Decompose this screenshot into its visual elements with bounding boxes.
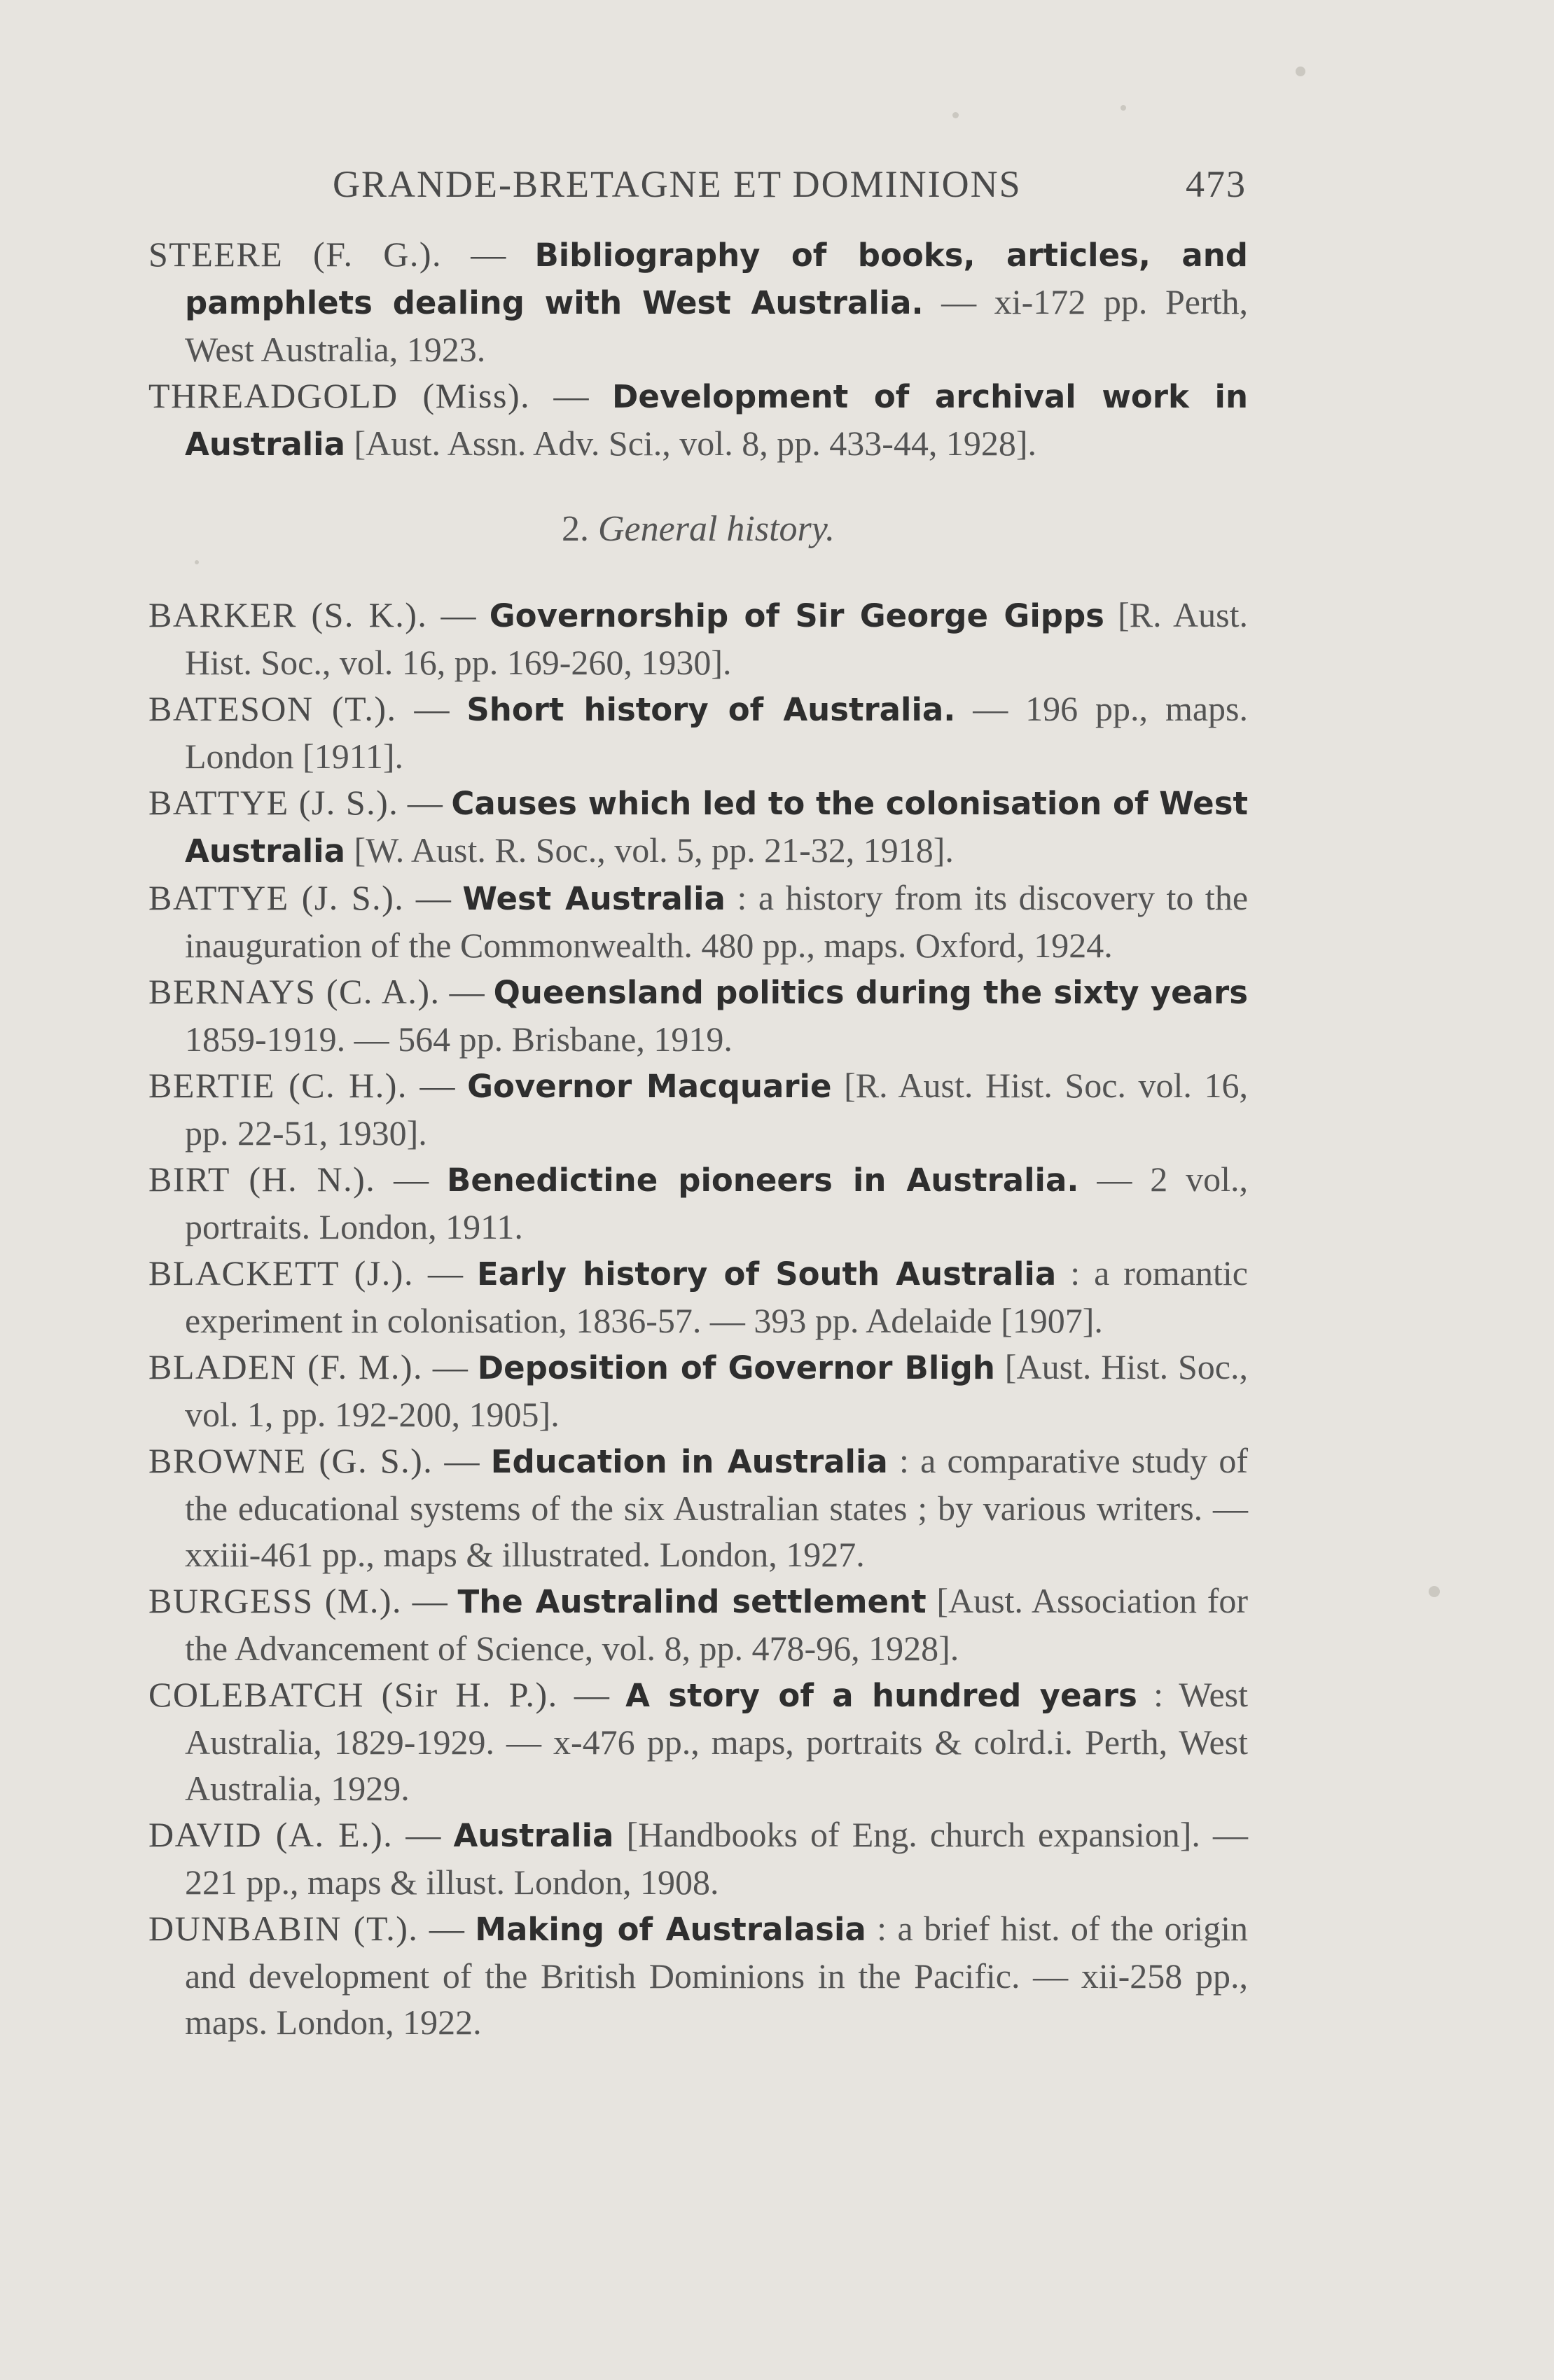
entry-author: THREADGOLD (Miss).	[148, 376, 531, 415]
entry-title: Education in Australia	[490, 1443, 888, 1480]
running-header	[294, 162, 1247, 211]
section-heading	[148, 508, 1248, 550]
entry-title: Early history of South Australia	[476, 1255, 1057, 1293]
entry-title: Short history of Australia.	[466, 691, 956, 728]
bibliography-entry	[148, 1344, 1248, 1438]
entry-separator: —	[440, 972, 494, 1011]
entries-top	[148, 231, 1248, 468]
entry-separator: —	[375, 1160, 448, 1199]
entry-separator: —	[557, 1675, 626, 1714]
bibliography-entry	[148, 231, 1248, 373]
entry-separator: —	[404, 878, 463, 917]
entry-details: [Aust. Association for the Advancement of Science, vol. 8, pp. 478-96, 1928].	[185, 1581, 1248, 1668]
entry-title: Causes which led to the colonisation of West Australia	[185, 785, 1248, 870]
bibliography-entry	[148, 1250, 1248, 1344]
entry-author: STEERE (F. G.).	[148, 235, 442, 274]
entry-details: [R. Aust. Hist. Soc., vol. 16, pp. 169-260, 1930].	[185, 595, 1248, 682]
entry-details: 1859-1919. — 564 pp. Brisbane, 1919.	[185, 1019, 733, 1059]
entry-title: Governorship of Sir George Gipps	[489, 597, 1104, 634]
entry-author: DUNBABIN (T.).	[148, 1909, 419, 1948]
entry-separator: —	[418, 1909, 476, 1948]
entry-separator: —	[402, 1581, 458, 1620]
section-title: General history.	[598, 509, 835, 549]
entry-details: — 2 vol., portraits. London, 1911.	[185, 1160, 1248, 1246]
entry-title: Queensland politics during the sixty years	[493, 974, 1248, 1011]
entry-author: BURGESS (M.).	[148, 1581, 403, 1620]
entry-separator: —	[396, 689, 467, 728]
bibliography-entry	[148, 592, 1248, 686]
entry-title: Benedictine pioneers in Australia.	[447, 1162, 1079, 1199]
section-number: 2.	[562, 509, 589, 549]
entry-details: : a history from its discovery to the inauguration of the Commonwealth. 480 pp., maps. Oxford, 1924.	[185, 878, 1249, 965]
entry-author: BATTYE (J. S.).	[148, 878, 405, 917]
entry-author: BERTIE (C. H.).	[148, 1066, 408, 1105]
bibliography-entry	[148, 779, 1248, 875]
entry-title: Governor Macquarie	[467, 1068, 832, 1105]
entry-details: : a romantic experiment in colonisation, 1836-57. — 393 pp. Adelaide [1907].	[185, 1253, 1248, 1340]
entry-details: — 196 pp., maps. London [1911].	[185, 689, 1249, 776]
entry-title: Deposition of Governor Bligh	[477, 1349, 995, 1386]
entry-author: BATTYE (J. S.).	[148, 783, 399, 822]
entry-details: [Aust. Hist. Soc., vol. 1, pp. 192-200, 1905].	[185, 1347, 1248, 1434]
entry-separator: —	[393, 1815, 454, 1854]
entry-separator: —	[413, 1253, 477, 1293]
entry-separator: —	[398, 783, 452, 822]
entry-separator: —	[441, 235, 535, 274]
bibliography-entry	[148, 1578, 1248, 1671]
entry-separator: —	[423, 1347, 478, 1386]
entry-author: BATESON (T.).	[148, 689, 397, 728]
bibliography-entry	[148, 1062, 1248, 1156]
entry-title: West Australia	[462, 880, 726, 917]
entry-author: BROWNE (G. S.).	[148, 1441, 433, 1480]
entry-details: [R. Aust. Hist. Soc. vol. 16, pp. 22-51, 1930].	[185, 1066, 1248, 1153]
entry-details: [W. Aust. R. Soc., vol. 5, pp. 21-32, 1918].	[345, 830, 954, 870]
entry-title: The Australind settlement	[457, 1583, 927, 1620]
entry-author: BLACKETT (J.).	[148, 1253, 414, 1293]
entry-title: Development of archival work in Australia	[185, 378, 1248, 463]
entry-separator: —	[427, 595, 490, 634]
entry-title: Making of Australasia	[475, 1911, 866, 1948]
bibliography-entry	[148, 875, 1248, 968]
entry-details: : a brief hist. of the origin and development of the British Dominions in the Pacific. — xii-258 pp., maps. London, 1922.	[185, 1909, 1248, 2042]
entry-author: BARKER (S. K.).	[148, 595, 428, 634]
entry-author: DAVID (A. E.).	[148, 1815, 394, 1854]
entry-title: A story of a hundred years	[625, 1677, 1137, 1714]
bibliography-entry	[148, 1671, 1248, 1811]
entry-author: BIRT (H. N.).	[148, 1160, 376, 1199]
entry-author: COLEBATCH (Sir H. P.).	[148, 1675, 558, 1714]
bibliography-entry	[148, 1156, 1248, 1250]
entry-author: BLADEN (F. M.).	[148, 1347, 424, 1386]
bibliography-entry	[148, 1438, 1248, 1578]
entry-separator: —	[407, 1066, 468, 1105]
entry-details: : West Australia, 1829-1929. — x-476 pp., maps, portraits & colrd.i. Perth, West Australia, 1929.	[185, 1675, 1249, 1808]
entry-details: [Handbooks of Eng. church expansion]. — 221 pp., maps & illust. London, 1908.	[185, 1815, 1248, 1902]
entry-separator: —	[433, 1441, 491, 1480]
entries-main	[148, 592, 1248, 2045]
bibliography-entry	[148, 686, 1248, 779]
entry-title: Bibliography of books, articles, and pamphlets dealing with West Australia.	[185, 237, 1248, 321]
entry-details: [Aust. Assn. Adv. Sci., vol. 8, pp. 433-44, 1928].	[345, 424, 1036, 463]
entry-separator: —	[530, 376, 612, 415]
page-number: 473	[1186, 163, 1247, 205]
bibliography	[148, 231, 1248, 2045]
entry-title: Australia	[453, 1817, 614, 1854]
entry-details: — xi-172 pp. Perth, West Australia, 1923.	[185, 282, 1248, 369]
running-title: GRANDE-BRETAGNE ET DOMINIONS	[333, 163, 1022, 205]
bibliography-entry	[148, 1811, 1248, 1905]
entry-author: BERNAYS (C. A.).	[148, 972, 440, 1011]
entry-details: : a comparative study of the educational systems of the six Australian states ; by various writers. — xxiii-461 pp., maps & illustrated. London, 1927.	[185, 1441, 1248, 1574]
bibliography-entry	[148, 1905, 1248, 2045]
bibliography-entry	[148, 968, 1248, 1062]
bibliography-entry	[148, 373, 1248, 468]
